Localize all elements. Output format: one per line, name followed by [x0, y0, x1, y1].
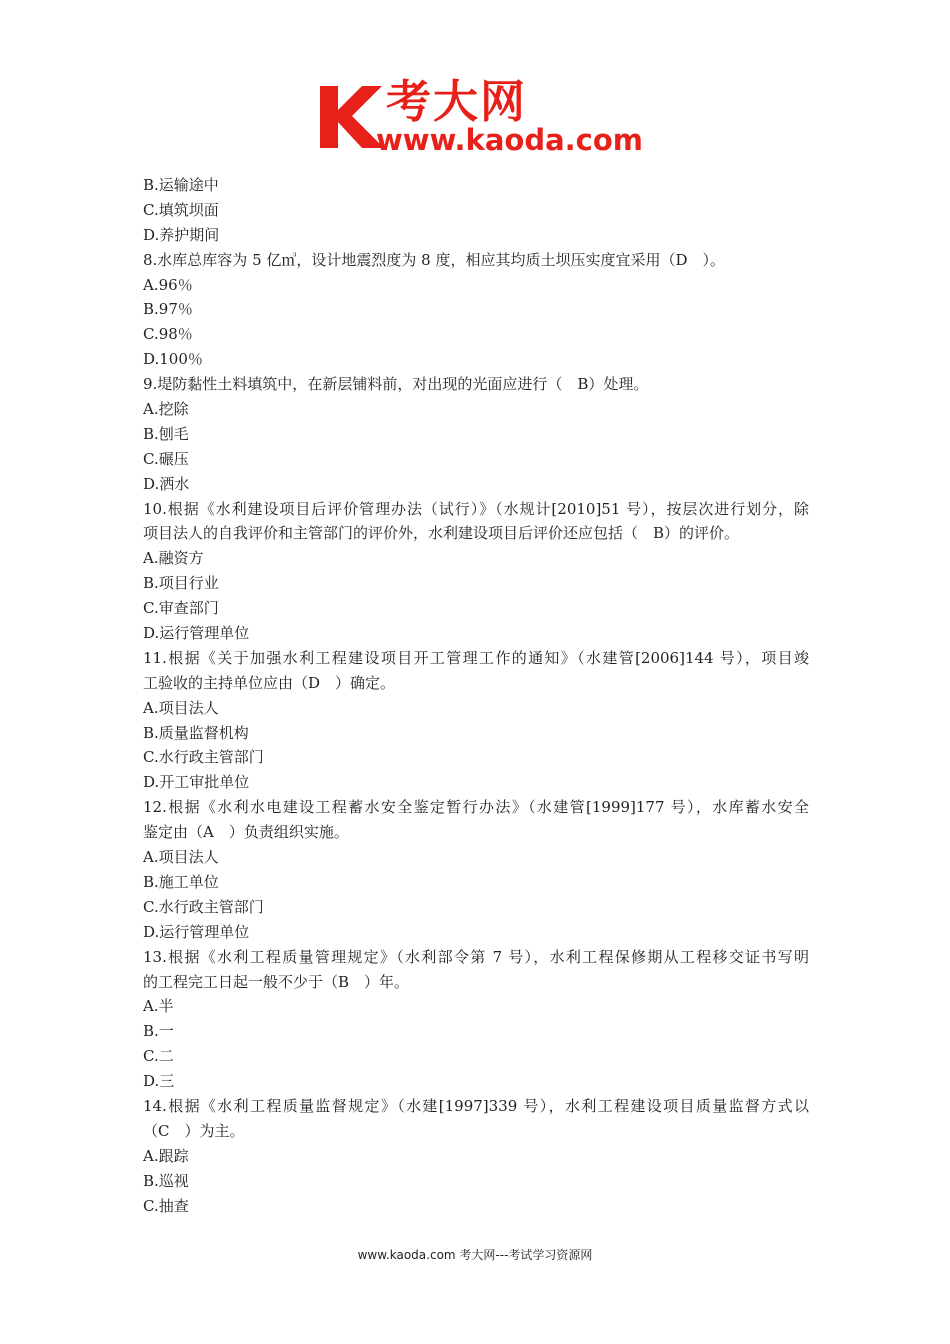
kaoda-logo [318, 75, 643, 160]
text-line: D.开工审批单位 [143, 773, 250, 792]
text-line: C.水行政主管部门 [143, 897, 264, 916]
text-line: A.项目法人 [143, 848, 219, 867]
text-line: D.三 [143, 1072, 175, 1091]
question-13-cont: 的工程完工日起一般不少于（B ）年。 [143, 972, 410, 991]
text-line: C.抽查 [143, 1196, 189, 1215]
text-line: C.水行政主管部门 [143, 748, 264, 767]
text-line: B.巡视 [143, 1171, 189, 1190]
text-line: A.挖除 [143, 400, 189, 419]
text-line: D.养护期间 [143, 225, 220, 244]
question-9: 9.堤防黏性土料填筑中，在新层铺料前，对出现的光面应进行（ B）处理。 [143, 375, 649, 394]
text-line: D.运行管理单位 [143, 624, 250, 643]
logo-chinese-name: 考大网 [386, 75, 528, 128]
text-line: B.施工单位 [143, 872, 219, 891]
question-10-cont: 项目法人的自我评价和主管部门的评价外，水利建设项目后评价还应包括（ B）的评价。 [143, 524, 740, 543]
question-14-cont: （C ）为主。 [143, 1121, 245, 1140]
text-line: B.项目行业 [143, 574, 219, 593]
question-8: 8.水库总库容为 5 亿㎥，设计地震烈度为 8 度，相应其均质土坝压实度宜采用（D ）。 [143, 250, 726, 269]
text-line: B.运输途中 [143, 176, 219, 194]
text-line: A.半 [143, 997, 174, 1016]
text-line: A.项目法人 [143, 698, 219, 717]
text-line: A.融资方 [143, 549, 204, 568]
question-12-cont: 鉴定由（A ）负责组织实施。 [143, 823, 349, 842]
text-line: D.洒水 [143, 474, 190, 493]
question-11: 11.根据《关于加强水利工程建设项目开工管理工作的通知》（水建管[2006]144 号），项目竣 [143, 648, 809, 667]
text-line: A.96％ [143, 275, 193, 294]
logo-url: www.kaoda.com [376, 123, 643, 157]
document-body [143, 173, 809, 1218]
text-line: C.碾压 [143, 449, 189, 468]
question-12: 12.根据《水利水电建设工程蓄水安全鉴定暂行办法》（水建管[1999]177 号），水库蓄水安全 [143, 798, 809, 817]
text-line: C.二 [143, 1047, 174, 1066]
text-line: C.审查部门 [143, 599, 219, 618]
text-line: C.填筑坝面 [143, 200, 219, 219]
text-line: B.刨毛 [143, 424, 189, 443]
question-11-cont: 工验收的主持单位应由（D ）确定。 [143, 673, 396, 692]
text-line: A.跟踪 [143, 1146, 189, 1165]
page-footer: www.kaoda.com 考大网---考试学习资源网 [357, 1248, 593, 1262]
text-line: B.97％ [143, 300, 193, 319]
text-line: B.质量监督机构 [143, 723, 249, 742]
question-14: 14.根据《水利工程质量监督规定》（水建[1997]339 号），水利工程建设项目质量监督方式以 [143, 1096, 809, 1115]
text-line: C.98％ [143, 325, 193, 344]
question-13: 13.根据《水利工程质量管理规定》（水利部令第 7 号），水利工程保修期从工程移交证书写明 [143, 947, 809, 966]
text-line: D.100％ [143, 350, 203, 369]
question-10: 10.根据《水利建设项目后评价管理办法（试行）》（水规计[2010]51 号），按层次进行划分，除 [143, 499, 809, 518]
text-line: D.运行管理单位 [143, 922, 250, 941]
text-line: B.一 [143, 1022, 174, 1041]
